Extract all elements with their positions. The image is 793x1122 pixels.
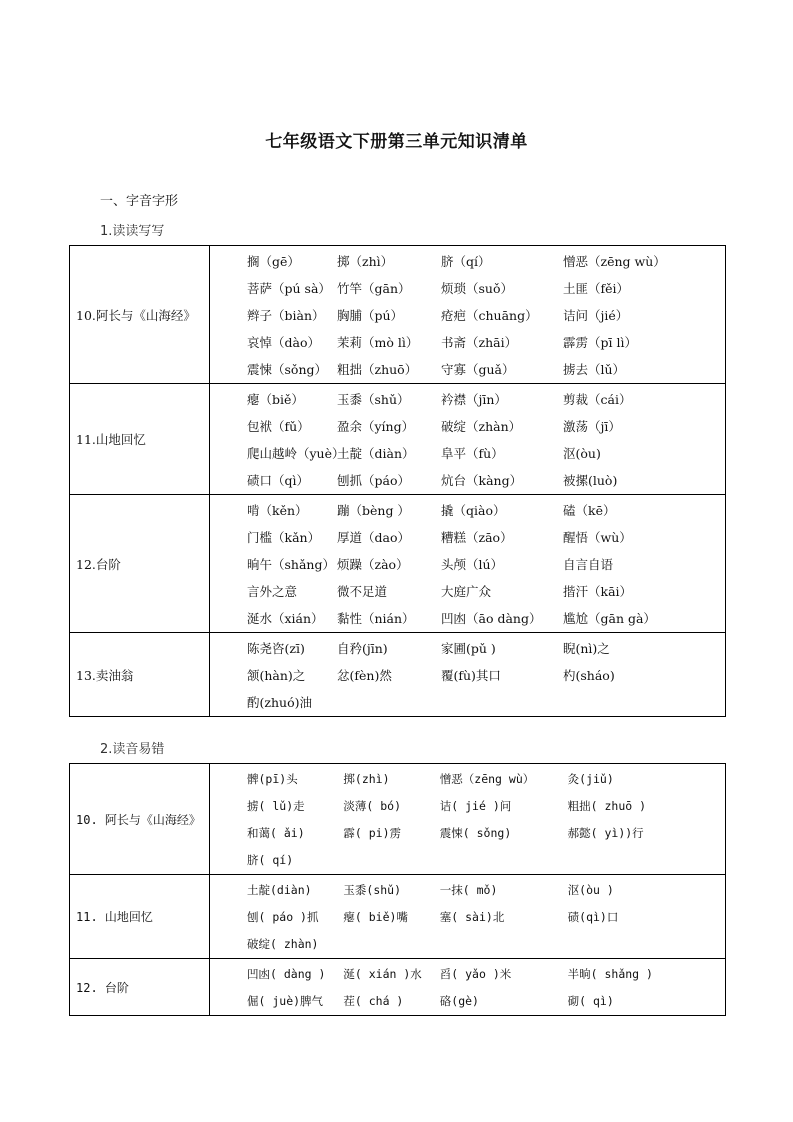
word-entry: 晌午（shǎng）	[247, 556, 335, 572]
word-entry: 诘问（jié）	[563, 307, 629, 323]
word-entry: 烦躁（zào）	[337, 556, 409, 572]
word-line	[247, 846, 725, 873]
word-entry: 守寡（guǎ）	[441, 361, 515, 377]
word-entry: 自矜(jīn)	[337, 640, 388, 656]
word-entry: 杓(sháo)	[563, 667, 615, 683]
word-entry: 菩萨（pú sà）	[247, 280, 331, 296]
word-list	[210, 959, 726, 1016]
word-entry: 霹雳（pī lì）	[563, 334, 637, 350]
word-entry: 土靛(diàn)	[247, 882, 312, 897]
word-entry: 一抹( mǒ)	[439, 882, 498, 897]
word-entry: 胸脯（pú）	[337, 307, 404, 323]
word-line	[247, 819, 725, 846]
word-entry: 衿襟（jīn）	[441, 391, 507, 407]
word-entry: 瘪( biě)嘴	[343, 909, 408, 924]
word-entry: 盈余（yíng）	[337, 418, 415, 434]
table-row	[70, 246, 726, 384]
word-entry: 霹( pi)雳	[343, 825, 402, 840]
word-entry: 震悚( sǒng)	[439, 825, 512, 840]
lesson-label: 12.台阶	[70, 495, 210, 633]
word-entry: 凹凼( dàng )	[247, 966, 326, 981]
word-entry: 醒悟（wù）	[563, 529, 632, 545]
word-line	[247, 930, 725, 957]
word-entry: 酌(zhuó)油	[247, 694, 312, 710]
table-row	[70, 633, 726, 717]
word-entry: 爬山越岭（yuè）	[247, 445, 345, 461]
word-entry: 书斋（zhāi）	[441, 334, 518, 350]
word-entry: 掷（zhì）	[337, 253, 394, 269]
word-entry: 搁（gē）	[247, 253, 300, 269]
word-entry: 门槛（kǎn）	[247, 529, 321, 545]
word-entry: 厚道（dao）	[337, 529, 410, 545]
word-entry: 大庭广众	[441, 583, 492, 599]
pronunciation-table	[69, 763, 726, 1016]
word-entry: 被摞(luò)	[563, 472, 618, 488]
word-entry: 刨( páo )抓	[247, 909, 319, 924]
word-entry: 家圃(pǔ )	[441, 640, 496, 656]
word-entry: 砌( qì)	[567, 993, 614, 1008]
word-entry: 凹凼（āo dàng）	[441, 610, 542, 626]
lesson-label: 10.阿长与《山海经》	[70, 246, 210, 384]
word-entry: 微不足道	[337, 583, 388, 599]
word-line	[247, 688, 725, 715]
word-entry: 倔( juè)脾气	[247, 993, 324, 1008]
word-entry: 塞( sài)北	[439, 909, 505, 924]
word-line	[247, 355, 725, 382]
word-line	[247, 439, 725, 466]
word-entry: 沤(òu )	[567, 882, 614, 897]
word-line	[247, 496, 725, 523]
word-entry: 沤(òu)	[563, 445, 601, 461]
read-write-table	[69, 245, 726, 717]
word-entry: 灸(jiǔ)	[567, 771, 614, 786]
word-entry: 啃（kěn）	[247, 502, 308, 518]
word-entry: 涎( xián )水	[343, 966, 422, 981]
page-title: 七年级语文下册第三单元知识清单	[265, 132, 528, 152]
word-entry: 淡薄( bó)	[343, 798, 402, 813]
word-entry: 揩汗（kāi）	[563, 583, 633, 599]
word-entry: 炕台（kàng）	[441, 472, 523, 488]
word-entry: 忿(fèn)然	[337, 667, 392, 683]
lesson-label: 11.山地回忆	[70, 384, 210, 495]
word-entry: 掳( lǔ)走	[247, 798, 305, 813]
word-entry: 头颅（lú）	[441, 556, 504, 572]
section-heading: 一、字音字形	[100, 194, 179, 209]
word-line	[247, 328, 725, 355]
word-entry: 硌(gè)	[439, 993, 479, 1008]
word-line	[247, 792, 725, 819]
word-line	[247, 876, 725, 903]
word-entry: 尴尬（gān gà）	[563, 610, 656, 626]
word-entry: 包袱（fǔ）	[247, 418, 310, 434]
word-entry: 茉莉（mò lì）	[337, 334, 419, 350]
word-line	[247, 903, 725, 930]
word-entry: 脐（qí）	[441, 253, 491, 269]
word-entry: 玉黍（shǔ）	[337, 391, 410, 407]
table-row	[70, 764, 726, 875]
word-list	[210, 764, 726, 875]
word-entry: 掷(zhì)	[343, 771, 390, 786]
word-line	[247, 661, 725, 688]
word-line	[247, 412, 725, 439]
word-entry: 和蔼( ǎi)	[247, 825, 305, 840]
word-line	[247, 604, 725, 631]
word-list	[210, 875, 726, 959]
word-entry: 磕（kē）	[563, 502, 616, 518]
word-line	[247, 634, 725, 661]
word-entry: 粗拙( zhuō )	[567, 798, 647, 813]
word-entry: 刨抓（páo）	[337, 472, 410, 488]
word-entry: 破绽( zhàn)	[247, 936, 319, 951]
word-entry: 掳去（lǔ）	[563, 361, 626, 377]
word-entry: 土靛（diàn）	[337, 445, 415, 461]
word-entry: 髀(pī)头	[247, 771, 298, 786]
word-entry: 剪裁（cái）	[563, 391, 632, 407]
word-entry: 阜平（fù）	[441, 445, 504, 461]
table-row	[70, 384, 726, 495]
word-list	[210, 246, 726, 384]
word-entry: 疮疤（chuāng）	[441, 307, 538, 323]
word-entry: 烦琐（suǒ）	[441, 280, 513, 296]
word-entry: 脐( qí)	[247, 852, 294, 867]
word-entry: 碛口（qì）	[247, 472, 309, 488]
word-entry: 言外之意	[247, 583, 298, 599]
lesson-label: 12. 台阶	[70, 959, 210, 1016]
word-line	[247, 550, 725, 577]
word-line	[247, 577, 725, 604]
word-entry: 瘪（biě）	[247, 391, 304, 407]
word-line	[247, 987, 725, 1014]
word-entry: 震悚（sǒng）	[247, 361, 327, 377]
word-line	[247, 385, 725, 412]
subsection-heading-read-write: 1.读读写写	[100, 224, 165, 239]
word-entry: 郝懿( yì))行	[567, 825, 644, 840]
word-line	[247, 466, 725, 493]
word-entry: 憎恶（zēng wù）	[563, 253, 666, 269]
word-line	[247, 960, 725, 987]
word-line	[247, 523, 725, 550]
word-entry: 激荡（jī）	[563, 418, 621, 434]
word-entry: 破绽（zhàn）	[441, 418, 522, 434]
word-line	[247, 274, 725, 301]
word-entry: 颔(hàn)之	[247, 667, 306, 683]
word-entry: 玉黍(shǔ)	[343, 882, 402, 897]
table-row	[70, 959, 726, 1016]
word-entry: 黏性（nián）	[337, 610, 415, 626]
word-entry: 碛(qì)口	[567, 909, 619, 924]
word-entry: 诘( jié )问	[439, 798, 512, 813]
word-line	[247, 765, 725, 792]
word-list	[210, 384, 726, 495]
word-entry: 陈尧咨(zī)	[247, 640, 305, 656]
table-row	[70, 495, 726, 633]
word-entry: 舀( yǎo )米	[439, 966, 512, 981]
word-entry: 蹦（bèng ）	[337, 502, 410, 518]
word-list	[210, 633, 726, 717]
word-entry: 土匪（fěi）	[563, 280, 630, 296]
word-entry: 涎水（xián）	[247, 610, 324, 626]
word-entry: 自言自语	[563, 556, 614, 572]
word-entry: 茬( chá )	[343, 993, 404, 1008]
word-entry: 睨(nì)之	[563, 640, 610, 656]
word-entry: 憎恶（zēng wù）	[439, 771, 535, 786]
word-entry: 糟糕（zāo）	[441, 529, 513, 545]
lesson-label: 10. 阿长与《山海经》	[70, 764, 210, 875]
word-entry: 覆(fù)其口	[441, 667, 501, 683]
word-entry: 辫子（biàn）	[247, 307, 325, 323]
lesson-label: 11. 山地回忆	[70, 875, 210, 959]
word-line	[247, 247, 725, 274]
word-entry: 竹竿（gān）	[337, 280, 411, 296]
subsection-heading-pronunciation: 2.读音易错	[100, 742, 165, 757]
word-entry: 半晌( shǎng )	[567, 966, 653, 981]
word-line	[247, 301, 725, 328]
word-entry: 哀悼（dào）	[247, 334, 320, 350]
lesson-label: 13.卖油翁	[70, 633, 210, 717]
table-row	[70, 875, 726, 959]
word-entry: 粗拙（zhuō）	[337, 361, 418, 377]
word-list	[210, 495, 726, 633]
word-entry: 撬（qiào）	[441, 502, 506, 518]
